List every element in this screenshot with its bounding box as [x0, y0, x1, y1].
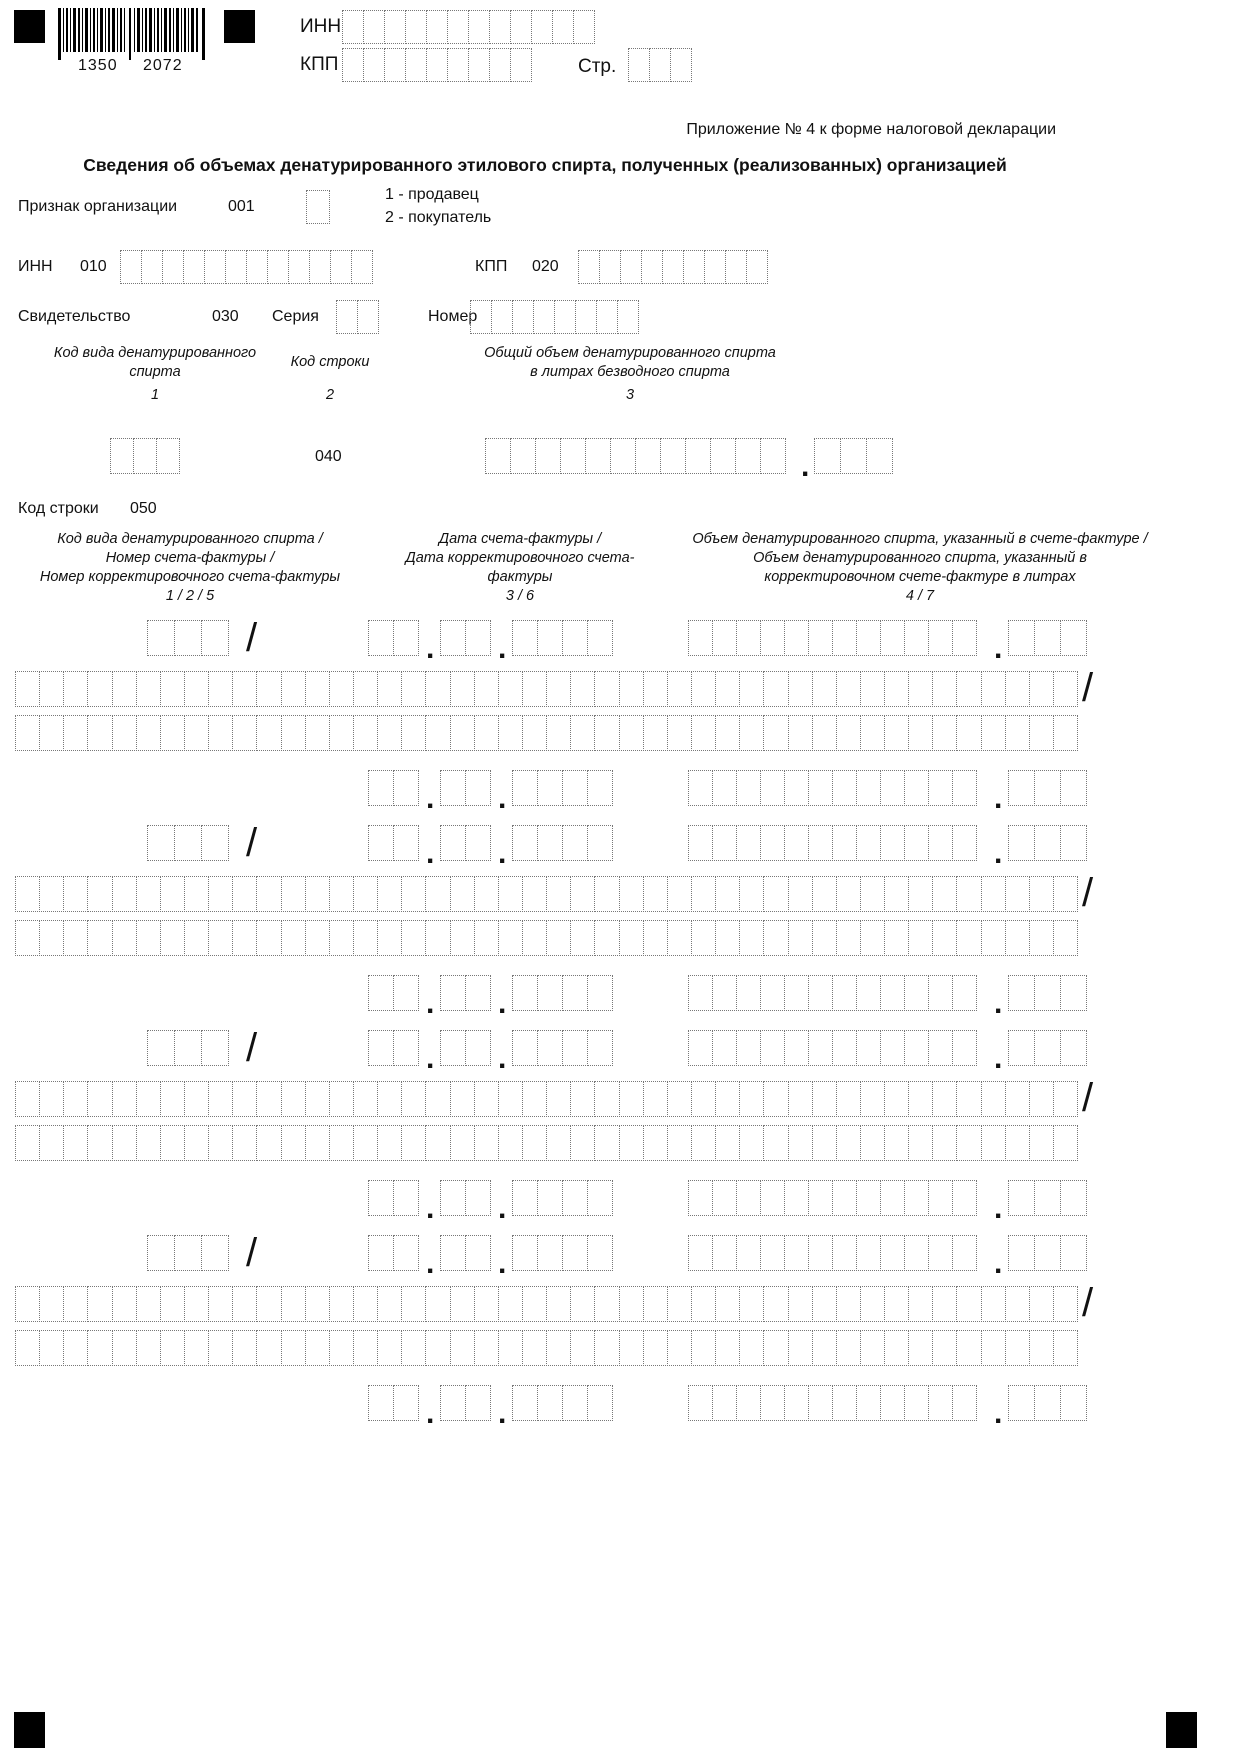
inn-010-code: 010 — [80, 258, 107, 275]
corr-volume-integer-field[interactable] — [688, 770, 977, 806]
invoice-date-year-field[interactable] — [512, 825, 613, 861]
corr-date-year-field[interactable] — [512, 1385, 613, 1421]
date-dot: . — [498, 1042, 507, 1075]
date-dot: . — [426, 987, 435, 1020]
invoice-date-month-field[interactable] — [440, 620, 491, 656]
kpp-020-field[interactable] — [578, 250, 768, 284]
code-slash-separator: / — [246, 821, 258, 865]
invoice-number-line1-field[interactable] — [15, 1081, 1078, 1117]
invoice-volume-integer-field[interactable] — [688, 1235, 977, 1271]
invoice-date-year-field[interactable] — [512, 1030, 613, 1066]
date-dot: . — [426, 1192, 435, 1225]
invoice-code-field[interactable] — [147, 1235, 229, 1271]
invoice-col3-header: Объем денатурированного спирта, указанный в счете-фактуре / Объем денатурированного спирта, указанный в корректировочном счете-фактуре в литрах 4 / 7 — [692, 531, 1148, 604]
inn-field[interactable] — [342, 10, 595, 44]
form-barcode — [58, 8, 208, 64]
appendix-note: Приложение № 4 к форме налоговой декларации — [686, 121, 1056, 138]
corr-date-day-field[interactable] — [368, 975, 419, 1011]
org-attr-option-seller: 1 - продавец — [385, 186, 479, 203]
certificate-number-field[interactable] — [470, 300, 639, 334]
date-dot: . — [498, 1397, 507, 1430]
corr-volume-fraction-field[interactable] — [1008, 1180, 1087, 1216]
invoice-date-day-field[interactable] — [368, 825, 419, 861]
corr-volume-integer-field[interactable] — [688, 1180, 977, 1216]
volume-dot: . — [994, 632, 1003, 665]
corr-date-month-field[interactable] — [440, 770, 491, 806]
org-attr-option-buyer: 2 - покупатель — [385, 209, 492, 226]
invoice-volume-integer-field[interactable] — [688, 620, 977, 656]
invoice-volume-fraction-field[interactable] — [1008, 1235, 1087, 1271]
topbar-kpp-label: КПП — [300, 54, 339, 75]
date-dot: . — [498, 632, 507, 665]
total-volume-integer-field[interactable] — [485, 438, 786, 474]
invoice-number-line2-field[interactable] — [15, 1330, 1078, 1366]
corr-date-day-field[interactable] — [368, 1180, 419, 1216]
invoice-date-year-field[interactable] — [512, 620, 613, 656]
org-attr-label: Признак организации — [18, 198, 178, 215]
total-col3-number: 3 — [625, 387, 635, 403]
certificate-code: 030 — [212, 308, 239, 325]
invoice-entry-block — [0, 821, 1240, 1020]
invoice-date-day-field[interactable] — [368, 620, 419, 656]
invoice-number-line2-field[interactable] — [15, 1125, 1078, 1161]
date-dot: . — [426, 1042, 435, 1075]
date-dot: . — [426, 782, 435, 815]
corr-volume-fraction-field[interactable] — [1008, 1385, 1087, 1421]
volume-dot: . — [994, 987, 1003, 1020]
invoice-date-year-field[interactable] — [512, 1235, 613, 1271]
row-050-code: 050 — [130, 500, 157, 517]
invoice-entry-block — [0, 1231, 1240, 1430]
corr-volume-integer-field[interactable] — [688, 1385, 977, 1421]
date-dot: . — [498, 782, 507, 815]
total-volume-fraction-field[interactable] — [814, 438, 893, 474]
inn-010-label: ИНН — [18, 258, 53, 275]
invoice-number-line2-field[interactable] — [15, 715, 1078, 751]
row-050-label: Код строки — [18, 500, 99, 517]
invoice-entry-block — [0, 616, 1240, 815]
invoice-code-field[interactable] — [147, 620, 229, 656]
corr-date-month-field[interactable] — [440, 1385, 491, 1421]
corr-date-day-field[interactable] — [368, 1385, 419, 1421]
kpp-020-label: КПП — [475, 258, 508, 275]
corr-date-year-field[interactable] — [512, 770, 613, 806]
certificate-series-field[interactable] — [336, 300, 379, 334]
registration-mark-bottom-left — [14, 1712, 45, 1748]
code-slash-separator: / — [246, 1026, 258, 1070]
invoice-date-month-field[interactable] — [440, 1235, 491, 1271]
invoice-col2-header: Дата счета-фактуры / Дата корректировочного счета- фактуры 3 / 6 — [405, 531, 635, 604]
invoice-code-field[interactable] — [147, 1030, 229, 1066]
corr-date-month-field[interactable] — [440, 1180, 491, 1216]
registration-mark-bottom-right — [1166, 1712, 1197, 1748]
total-volume-decimal-dot: . — [801, 450, 810, 483]
invoice-code-field[interactable] — [147, 825, 229, 861]
org-attribute-field[interactable] — [306, 190, 330, 224]
volume-dot: . — [994, 1042, 1003, 1075]
topbar-inn-label: ИНН — [300, 16, 342, 37]
invoice-date-day-field[interactable] — [368, 1235, 419, 1271]
total-col3-header: Общий объем денатурированного спирта в литрах безводного спирта — [484, 345, 776, 380]
invoice-volume-fraction-field[interactable] — [1008, 1030, 1087, 1066]
corr-volume-integer-field[interactable] — [688, 975, 977, 1011]
corr-date-month-field[interactable] — [440, 975, 491, 1011]
total-col2-header: Код строки — [290, 354, 370, 370]
corr-date-day-field[interactable] — [368, 770, 419, 806]
corr-date-year-field[interactable] — [512, 975, 613, 1011]
number-label: Номер — [428, 308, 478, 325]
kpp-field[interactable] — [342, 48, 532, 82]
volume-dot: . — [994, 1247, 1003, 1280]
number-slash-separator: / — [1082, 1076, 1094, 1120]
certificate-label: Свидетельство — [18, 308, 131, 325]
registration-mark-top-second — [224, 10, 255, 43]
date-dot: . — [426, 1247, 435, 1280]
invoice-date-month-field[interactable] — [440, 1030, 491, 1066]
barcode-digits-right: 2072 — [143, 57, 183, 74]
series-label: Серия — [272, 308, 319, 325]
total-col1-header: Код вида денатурированного спирта — [53, 345, 257, 380]
org-attr-code: 001 — [228, 198, 255, 215]
number-slash-separator: / — [1082, 666, 1094, 710]
invoice-number-line1-field[interactable] — [15, 671, 1078, 707]
inn-010-field[interactable] — [120, 250, 373, 284]
registration-mark-top-left — [14, 10, 45, 43]
invoice-volume-fraction-field[interactable] — [1008, 620, 1087, 656]
date-dot: . — [498, 1192, 507, 1225]
volume-dot: . — [994, 1397, 1003, 1430]
volume-dot: . — [994, 1192, 1003, 1225]
corr-date-year-field[interactable] — [512, 1180, 613, 1216]
alcohol-type-code-field[interactable] — [110, 438, 180, 474]
date-dot: . — [498, 987, 507, 1020]
volume-dot: . — [994, 837, 1003, 870]
corr-volume-fraction-field[interactable] — [1008, 975, 1087, 1011]
kpp-020-code: 020 — [532, 258, 559, 275]
number-slash-separator: / — [1082, 871, 1094, 915]
date-dot: . — [426, 837, 435, 870]
invoice-volume-integer-field[interactable] — [688, 825, 977, 861]
invoice-date-month-field[interactable] — [440, 825, 491, 861]
invoice-volume-integer-field[interactable] — [688, 1030, 977, 1066]
invoice-col1-header: Код вида денатурированного спирта / Номер счета-фактуры / Номер корректировочного счета-фактуры 1 / 2 / 5 — [39, 531, 341, 604]
code-slash-separator: / — [246, 616, 258, 660]
code-slash-separator: / — [246, 1231, 258, 1275]
page-number-label: Стр. — [578, 56, 617, 77]
row-040-code: 040 — [315, 448, 342, 465]
invoice-number-line1-field[interactable] — [15, 1286, 1078, 1322]
total-col2-number: 2 — [325, 387, 335, 403]
date-dot: . — [426, 632, 435, 665]
corr-volume-fraction-field[interactable] — [1008, 770, 1087, 806]
total-col1-number: 1 — [150, 387, 160, 403]
invoice-number-line1-field[interactable] — [15, 876, 1078, 912]
barcode-digits-left: 1350 — [78, 57, 118, 74]
date-dot: . — [498, 1247, 507, 1280]
invoice-date-day-field[interactable] — [368, 1030, 419, 1066]
form-title: Сведения об объемах денатурированного этилового спирта, полученных (реализованных) организацией — [83, 155, 1007, 175]
invoice-entry-block — [0, 1026, 1240, 1225]
volume-dot: . — [994, 782, 1003, 815]
date-dot: . — [426, 1397, 435, 1430]
invoice-number-line2-field[interactable] — [15, 920, 1078, 956]
number-slash-separator: / — [1082, 1281, 1094, 1325]
invoice-volume-fraction-field[interactable] — [1008, 825, 1087, 861]
date-dot: . — [498, 837, 507, 870]
page-number-field[interactable] — [628, 48, 692, 82]
